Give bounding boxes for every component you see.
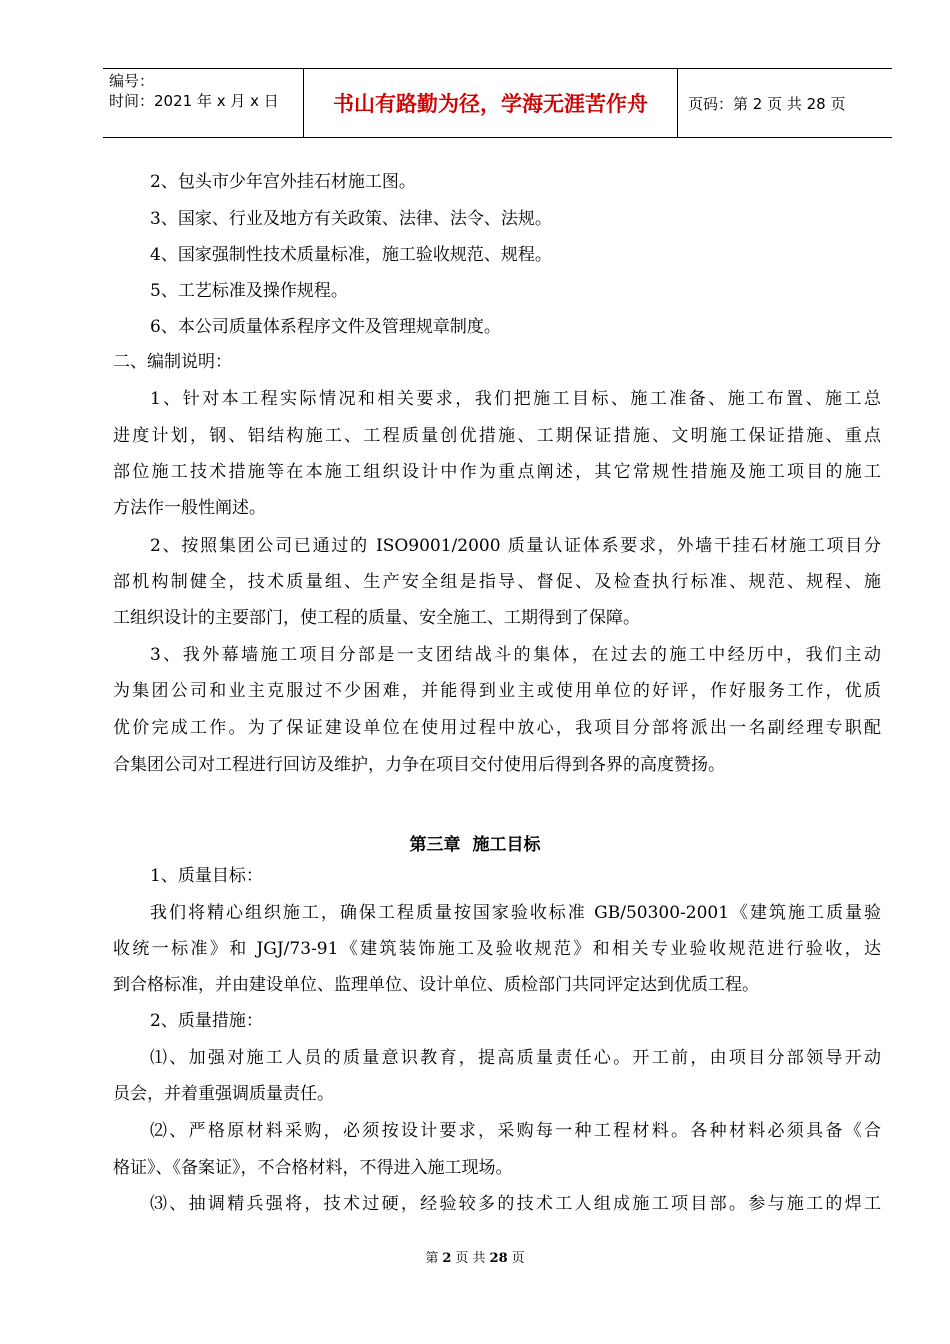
footer-total-pages: 28: [489, 1251, 508, 1266]
body-line: 5、工艺标准及操作规程。: [150, 281, 348, 301]
section-heading: 二、编制说明：: [113, 352, 232, 372]
body-line: 收统一标准》和 JGJ/73-91《建筑装饰施工及验收规范》和相关专业验收规范进行验收，达: [113, 939, 881, 959]
body-line: ⑶、抽调精兵强将，技术过硬，经验较多的技术工人组成施工项目部。参与施工的焊工: [150, 1194, 881, 1214]
body-line: 1、质量目标：: [150, 866, 263, 886]
body-line: ⑴、加强对施工人员的质量意识教育，提高质量责任心。开工前，由项目分部领导开动: [150, 1048, 881, 1068]
body-line: 工组织设计的主要部门，使工程的质量、安全施工、工期得到了保障。: [113, 608, 640, 628]
header-meta-cell: [103, 69, 303, 137]
header-motto: 书山有路勤为径，学海无涯苦作舟: [303, 69, 678, 137]
header-number-label: 编号：: [109, 72, 155, 90]
header-time-label: 时间：2021 年 x 月 x 日: [109, 92, 279, 110]
body-line: ⑵、严格原材料采购，必须按设计要求，采购每一种工程材料。各种材料必须具备《合: [150, 1121, 881, 1141]
body-line: 进度计划，钢、铝结构施工、工程质量创优措施、工期保证措施、文明施工保证措施、重点: [113, 426, 881, 446]
body-line: 2、按照集团公司已通过的 ISO9001/2000 质量认证体系要求，外墙干挂石材施工项目分: [150, 536, 881, 556]
body-line: 2、质量措施：: [150, 1011, 263, 1031]
footer-mid: 页 共: [455, 1251, 486, 1266]
body-line: 1、针对本工程实际情况和相关要求，我们把施工目标、施工准备、施工布置、施工总: [150, 389, 881, 409]
body-line: 3、国家、行业及地方有关政策、法律、法令、法规。: [150, 209, 552, 229]
footer-prefix: 第: [425, 1251, 439, 1266]
document-header: [103, 68, 892, 138]
body-line: 方法作一般性阐述。: [113, 498, 266, 518]
body-line: 为集团公司和业主克服过不少困难，并能得到业主或使用单位的好评，作好服务工作，优质: [113, 681, 881, 701]
page-footer: [0, 1247, 950, 1266]
body-line: 6、本公司质量体系程序文件及管理规章制度。: [150, 317, 501, 337]
body-line: 我们将精心组织施工，确保工程质量按国家验收标准 GB/50300-2001《建筑施工质量验: [150, 903, 881, 923]
body-line: 到合格标准，并由建设单位、监理单位、设计单位、质检部门共同评定达到优质工程。: [113, 975, 759, 995]
body-line: 4、国家强制性技术质量标准，施工验收规范、规程。: [150, 245, 552, 265]
body-line: 2、包头市少年宫外挂石材施工图。: [150, 172, 416, 192]
body-line: 合集团公司对工程进行回访及维护，力争在项目交付使用后得到各界的高度赞扬。: [113, 755, 725, 775]
body-line: 部机构制健全，技术质量组、生产安全组是指导、督促、及检查执行标准、规范、规程、施: [113, 572, 881, 592]
chapter-title: 施工目标: [472, 835, 541, 855]
footer-page-number: 2: [442, 1251, 452, 1266]
body-line: 部位施工技术措施等在本施工组织设计中作为重点阐述，其它常规性措施及施工项目的施工: [113, 462, 881, 482]
footer-suffix: 页: [511, 1251, 525, 1266]
chapter-number: 第三章: [409, 835, 461, 855]
body-line: 格证》、《备案证》，不合格材料，不得进入施工现场。: [113, 1158, 513, 1178]
body-line: 3、我外幕墙施工项目分部是一支团结战斗的集体，在过去的施工中经历中，我们主动: [150, 645, 881, 665]
body-line: 优价完成工作。为了保证建设单位在使用过程中放心，我项目分部将派出一名副经理专职配: [113, 718, 881, 738]
header-page-label: 页码：第 2 页 共 28 页: [688, 94, 846, 113]
body-line: 员会，并着重强调质量责任。: [113, 1084, 334, 1104]
chapter-heading: [0, 830, 950, 855]
